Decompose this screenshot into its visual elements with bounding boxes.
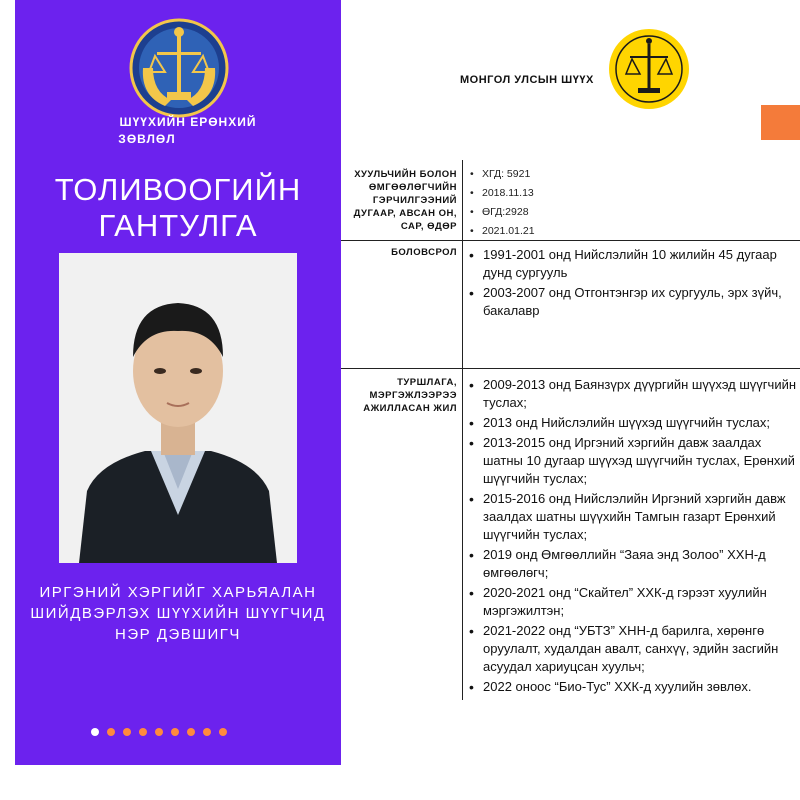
candidate-photo [59, 253, 297, 563]
list-item: • 2021-2022 онд “УБТЗ” ХНН-д барилга, хөрөнгө оруулалт, худалдан авалт, санхүү, эдийн засгийн асуудал хариуцсан хуульч; [468, 622, 798, 676]
list-item: • 2015-2016 онд Нийслэлийн Иргэний хэргийн давж заалдах шатны шүүхийн Тамгын газарт Ерөнхий шүүгчийн туслах; [468, 490, 798, 544]
list-item: • 2019 онд Өмгөөллийн “Заяа энд Золоо” ХХН-д өмгөөлөгч; [468, 546, 798, 582]
council-name-line2: ЗӨВЛӨЛ [118, 132, 176, 146]
pagination-dot[interactable] [155, 728, 163, 736]
nomination-line3: НЭР ДЭВШИГЧ [115, 626, 241, 643]
education-list [468, 246, 798, 322]
council-name-line1: ШҮҮХИЙН ЕРӨНХИЙ [119, 115, 257, 129]
license-label: ХУУЛЬЧИЙН БОЛОН ӨМГӨӨЛӨГЧИЙН ГЭРЧИЛГЭЭНИЙ ДУГААР, АВСАН ОН, САР, ӨДӨР [353, 169, 457, 232]
judicial-council-logo [127, 18, 231, 118]
education-label: БОЛОВСРОЛ [391, 247, 457, 258]
pagination-dot[interactable] [107, 728, 115, 736]
list-item: • 1991-2001 онд Нийслэлийн 10 жилийн 45 дугаар дунд сургууль [468, 246, 798, 282]
table-row-divider [341, 368, 800, 369]
left-panel [15, 0, 341, 765]
nomination-text [15, 582, 341, 645]
list-item: • ӨГД:2928 [468, 203, 768, 222]
nomination-line1: ИРГЭНИЙ ХЭРГИЙГ ХАРЬЯАЛАН [39, 584, 317, 601]
list-item: • 2021.01.21 [468, 222, 768, 241]
experience-list [468, 376, 798, 698]
pagination-dot[interactable] [203, 728, 211, 736]
list-item: • 2022 оноос “Био-Тус” ХХК-д хуулийн зөвлөх. [468, 678, 798, 696]
pagination-dot[interactable] [139, 728, 147, 736]
pagination-dot[interactable] [171, 728, 179, 736]
pagination-dot[interactable] [91, 728, 99, 736]
list-item: • 2003-2007 онд Отгонтэнгэр их сургууль, эрх зүйч, бакалавр [468, 284, 798, 320]
list-item: • ХГД: 5921 [468, 165, 768, 184]
pagination-dot[interactable] [187, 728, 195, 736]
pagination-dot[interactable] [219, 728, 227, 736]
table-vertical-divider [462, 160, 463, 700]
slide-pagination [91, 728, 227, 738]
candidate-name-line2: ГАНТУЛГА [98, 208, 258, 243]
court-emblem-icon [608, 28, 690, 110]
experience-label: ТУРШЛАГА, МЭРГЭЖЛЭЭРЭЭ АЖИЛЛАСАН ЖИЛ [363, 377, 457, 414]
list-item: • 2009-2013 онд Баянзүрх дүүргийн шүүхэд шүүгчийн туслах; [468, 376, 798, 412]
candidate-name-line1: ТОЛИВООГИЙН [54, 172, 302, 207]
list-item: • 2018.11.13 [468, 184, 768, 203]
candidate-portrait-image [59, 253, 297, 563]
court-title: МОНГОЛ УЛСЫН ШҮҮХ [460, 74, 594, 86]
list-item: • 2013 онд Нийслэлийн шүүхэд шүүгчийн туслах; [468, 414, 798, 432]
list-item: • 2020-2021 онд “Скайтел” ХХК-д гэрээт хуулийн мэргэжилтэн; [468, 584, 798, 620]
nomination-line2: ШИЙДВЭРЛЭХ ШҮҮХИЙН ШҮҮГЧИД [30, 605, 326, 622]
candidate-name [15, 172, 341, 244]
pagination-dot[interactable] [123, 728, 131, 736]
council-name [15, 114, 341, 148]
list-item: • 2013-2015 онд Иргэний хэргийн давж заалдах шатны 10 дугаар шүүхэд шүүгчийн туслах, Ерөнхий шүүгчийн туслах; [468, 434, 798, 488]
orange-accent-block [761, 105, 800, 140]
license-list [468, 165, 768, 241]
